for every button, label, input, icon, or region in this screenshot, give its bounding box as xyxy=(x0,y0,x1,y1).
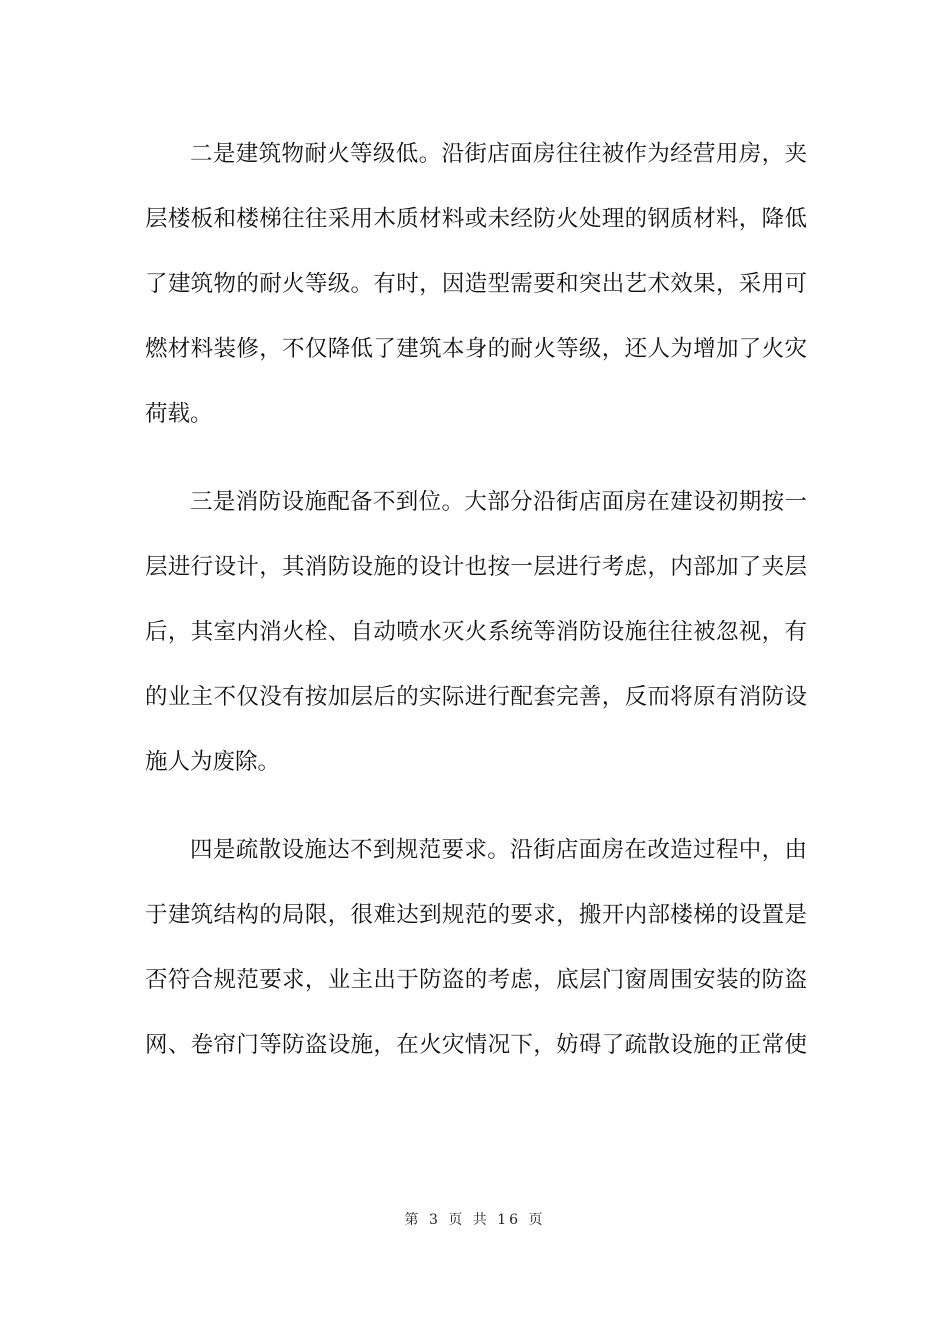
page-number-footer: 第 3 页 共 16 页 xyxy=(404,1212,546,1228)
text-line: 二是建筑物耐火等级低。沿街店面房往往被作为经营用房，夹 xyxy=(190,141,807,167)
text-line: 否符合规范要求，业主出于防盗的考虑，底层门窗周围安装的防盗 xyxy=(145,967,807,993)
text-line: 的业主不仅没有按加层后的实际进行配套完善，反而将原有消防设 xyxy=(145,684,807,710)
text-line: 后，其室内消火栓、自动喷水灭火系统等消防设施往往被忽视，有 xyxy=(145,619,807,645)
text-line: 施人为废除。 xyxy=(145,749,281,775)
paragraph-fire-facilities xyxy=(145,470,807,795)
text-line: 层进行设计，其消防设施的设计也按一层进行考虑，内部加了夹层 xyxy=(145,554,807,580)
text-line: 三是消防设施配备不到位。大部分沿街店面房在建设初期按一 xyxy=(190,489,807,515)
text-line: 层楼板和楼梯往往采用木质材料或未经防火处理的钢质材料，降低 xyxy=(145,206,807,232)
text-line: 燃材料装修，不仅降低了建筑本身的耐火等级，还人为增加了火灾 xyxy=(145,336,807,362)
paragraph-evacuation xyxy=(145,818,807,1078)
text-line: 网、卷帘门等防盗设施，在火灾情况下，妨碍了疏散设施的正常使 xyxy=(145,1032,807,1058)
paragraph-gap xyxy=(145,447,807,470)
body-text xyxy=(145,122,807,1078)
text-line: 荷载。 xyxy=(145,401,213,427)
text-line: 了建筑物的耐火等级。有时，因造型需要和突出艺术效果，采用可 xyxy=(145,271,807,297)
paragraph-gap xyxy=(145,795,807,818)
text-line: 于建筑结构的局限，很难达到规范的要求，搬开内部楼梯的设置是 xyxy=(145,902,807,928)
text-line: 四是疏散设施达不到规范要求。沿街店面房在改造过程中，由 xyxy=(190,837,807,863)
paragraph-fire-resistance xyxy=(145,122,807,447)
